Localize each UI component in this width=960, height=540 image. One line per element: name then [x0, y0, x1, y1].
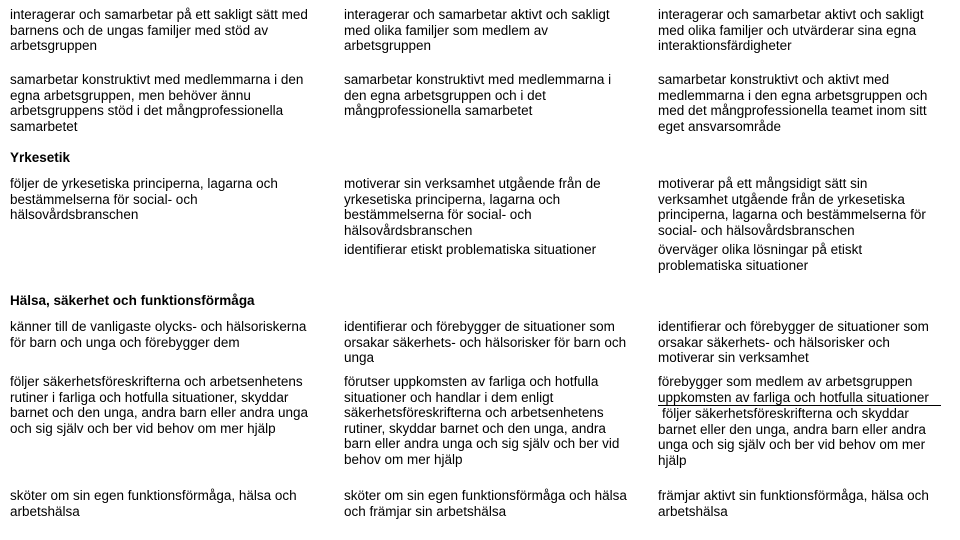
section-heading-professional-ethics: Yrkesetik [10, 150, 71, 165]
hazard-situations-criterion-level-2: förutser uppkomsten av farliga och hotfulla situationer och handlar i dem enligt säkerhetsföreskrifterna och arbetsenhetens rutiner, skyddar barnet och den unga, andra barn eller andra unga och sig själv och ber vid behov om mer hjälp [344, 374, 620, 467]
team-cooperation-criterion-level-2: samarbetar konstruktivt med medlemmarna i den egna arbetsgruppen och i det mångprofessionella samarbetet [344, 72, 612, 118]
family-interaction-criterion-level-3: interagerar och samarbetar aktivt och sakligt med olika familjer och utvärderar sina egna interaktionsfärdigheter [658, 7, 924, 53]
ethics-principles-criterion-level-2: motiverar sin verksamhet utgående från de yrkesetiska principerna, lagarna och bestämmelserna för social- och hälsovårdsbranschen [344, 176, 601, 238]
work-wellbeing-criterion-level-3: främjar aktivt sin funktionsförmåga, hälsa och arbetshälsa [658, 488, 929, 519]
family-interaction-criterion-level-1: interagerar och samarbetar på ett sakligt sätt med barnens och de ungas familjer med stöd av arbetsgruppen [10, 7, 308, 53]
hazard-situations-level-3-continuation: följer säkerhetsföreskrifterna och skyddar barnet eller den unga, andra barn eller andra unga och sig själv och ber vid behov om mer hjälp [658, 406, 926, 468]
ethical-problems-criterion-level-3: överväger olika lösningar på etiskt problematiska situationer [658, 242, 863, 273]
family-interaction-criterion-level-2: interagerar och samarbetar aktivt och sakligt med olika familjer som medlem av arbetsgruppen [344, 7, 610, 53]
hazard-situations-level-3-underlined-text: uppkomsten av farliga och hotfulla situationer [658, 391, 941, 407]
team-cooperation-criterion-level-3: samarbetar konstruktivt och aktivt med medlemmarna i den egna arbetsgruppen och med det mångprofessionella teamet inom sitt eget ansvarsområde [658, 72, 928, 134]
risk-prevention-criterion-level-3: identifierar och förebygger de situationer som orsakar säkerhets- och hälsorisker och motiverar sin verksamhet [658, 319, 929, 365]
ethical-problems-criterion-level-2: identifierar etiskt problematiska situationer [344, 242, 597, 257]
hazard-situations-criterion-level-3 [658, 374, 954, 468]
risk-prevention-criterion-level-1: känner till de vanligaste olycks- och hälsoriskerna för barn och unga och förebygger dem [10, 319, 307, 350]
risk-prevention-criterion-level-2: identifierar och förebygger de situationer som orsakar säkerhets- och hälsorisker för barn och unga [344, 319, 627, 365]
work-wellbeing-criterion-level-2: sköter om sin egen funktionsförmåga och hälsa och främjar sin arbetshälsa [344, 488, 627, 519]
section-heading-health-safety: Hälsa, säkerhet och funktionsförmåga [10, 293, 255, 308]
team-cooperation-criterion-level-1: samarbetar konstruktivt med medlemmarna i den egna arbetsgruppen, men behöver ännu arbetsgruppens stöd i det mångprofessionella samarbetet [10, 72, 304, 134]
hazard-situations-level-3-line-1: förebygger som medlem av arbetsgruppen [658, 374, 913, 389]
hazard-situations-level-3-underlined-row [658, 390, 954, 407]
work-wellbeing-criterion-level-1: sköter om sin egen funktionsförmåga, hälsa och arbetshälsa [10, 488, 297, 519]
hazard-situations-criterion-level-1: följer säkerhetsföreskrifterna och arbetsenhetens rutiner i farliga och hotfulla situationer, skyddar barnet och den unga, andra barn eller andra unga och sig själv och ber vid behov om mer hjälp [10, 374, 308, 436]
ethics-principles-criterion-level-3: motiverar på ett mångsidigt sätt sin verksamhet utgående från de yrkesetiska principerna, lagarna och bestämmelserna för social- och hälsovårdsbranschen [658, 176, 926, 238]
ethics-principles-criterion-level-1: följer de yrkesetiska principerna, lagarna och bestämmelserna för social- och hälsovårdsbranschen [10, 176, 278, 222]
